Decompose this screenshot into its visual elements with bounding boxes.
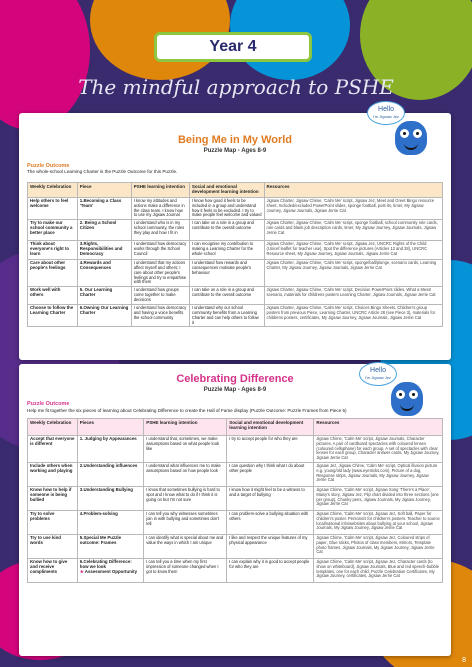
table-row	[28, 462, 443, 486]
table-cell: I can question why I think what I do about other people	[227, 462, 314, 486]
card-title: Being Me in My World	[177, 134, 293, 146]
table-cell: 6.Owning Our Learning Charter	[77, 305, 131, 327]
eye	[409, 390, 418, 399]
puzzle-table	[27, 418, 443, 583]
card-subtitle: Puzzle Map - Ages 8-9	[203, 148, 267, 154]
table-cell: 3.Understanding Bullying	[77, 486, 143, 510]
table-cell: 2.Understanding influences	[77, 462, 143, 486]
table-cell: Know how to help if someone is being bullied	[28, 486, 78, 510]
table-cell: Jigsaw Charter, Jigsaw Chime, 'Calm Me' script, Jigsaw Jez, UNCRC Rights of the Child (Unicef leaflet for teacher use), Spot the difference pictures (Articles 12 and 28), UNCRC Resource sheet, My Jigsaw Journey, Jigsaw Journals, Jigsaw Jerrie Cat	[264, 241, 442, 260]
table-cell: I like and respect the unique features of my physical appearance	[227, 534, 314, 558]
table-cell: I can recognise my contribution to making a Learning Charter for the whole school	[189, 241, 264, 260]
assessment-label: Assessment Opportunity	[84, 568, 138, 574]
table-cell: 1.Becoming a Class 'Team'	[77, 198, 131, 220]
tagline: The mindful approach to PSHE	[78, 75, 394, 99]
bubble-name: I'm Jigsaw Jez	[373, 114, 399, 119]
table-cell: Know how to give and receive compliments	[28, 558, 78, 582]
table-cell: Jigsaw Chime, 'Calm Me' script, Jigsaw Jez, Coloured strips of paper, Glue sticks, Photos of class members, Mirrors, Template photo frames, Jigsaw Journals, My Jigsaw Journey, Jigsaw Jerrie Cat	[314, 534, 443, 558]
column-header: Pieces	[77, 419, 143, 436]
puzzle-table	[27, 182, 443, 327]
monster-icon	[395, 121, 427, 155]
star-icon: ★	[79, 568, 84, 574]
mouth	[400, 404, 414, 411]
card-title: Celebrating Difference	[176, 373, 294, 385]
bubble-hello: Hello	[370, 367, 386, 374]
table-cell: 2. Being a School Citizen	[77, 220, 131, 241]
column-header: Social and emotional development learning intention	[189, 183, 264, 198]
table-cell: I understand how rewards and consequences motivate people's behaviour	[189, 260, 264, 287]
table-row	[28, 510, 443, 534]
table-cell: I can tell you why witnesses sometimes join in with bullying and sometimes don't tell	[144, 510, 227, 534]
table-cell: 4.Rewards and Consequences	[77, 260, 131, 287]
bg-shape	[0, 0, 90, 130]
table-cell: 1. Judging by Appearances	[77, 436, 143, 463]
table-row	[28, 305, 443, 327]
table-cell: I know how good it feels to be included in a group and understand how it feels to be excluded. I try to make people feel welcome and valued	[189, 198, 264, 220]
table-row	[28, 220, 443, 241]
column-header: Weekly Celebration	[28, 183, 78, 198]
table-row	[28, 287, 443, 305]
table-cell	[77, 558, 143, 582]
table-row	[28, 436, 443, 463]
table-cell: 5. Our Learning Charter	[77, 287, 131, 305]
table-cell: I can take on a role in a group and contribute to the overall outcome	[189, 287, 264, 305]
puzzle-map-being-me	[19, 106, 451, 360]
table-cell: Try to make our school community a better place	[28, 220, 78, 241]
column-header: Piece	[77, 183, 131, 198]
bubble-name: I'm Jigsaw Jez	[365, 375, 391, 380]
table-cell: 3.Rights, Responsibilities and Democracy	[77, 241, 131, 260]
puzzle-map-celebrating-difference	[19, 364, 451, 656]
monster-icon	[391, 382, 423, 416]
column-header: Resources	[314, 419, 443, 436]
table-cell: Try to use kind words	[28, 534, 78, 558]
table-cell: Jigsaw Jez, Jigsaw Chime, 'Calm Me' script, Optical illusion picture e.g. young/old lady (www.eyetricks.com), Picture of a dog, Response strips, Jigsaw Journals, My Jigsaw Journey, Jigsaw Jerrie Cat	[314, 462, 443, 486]
page-number: 8	[462, 657, 466, 664]
table-cell: I know that sometimes bullying is hard to spot and I know what to do if I think it is going on but I'm not sure	[144, 486, 227, 510]
outcome-text: Help me fit together the six pieces of learning about Celebrating Difference to create the Hall of Fame display (Puzzle Outcome: Puzzle Frames from Piece 5)	[27, 408, 347, 413]
table-cell: Jigsaw Chime, 'Calm Me' script, Jigsaw Jez, Soft ball, Paper for children's poster. Persons/s for children's posters. Teacher to source local/national info/websites about bullying at your school, Jigsaw Journals, My Jigsaw Journey, Jigsaw Jerrie Cat	[314, 510, 443, 534]
table-row	[28, 486, 443, 510]
table-row	[28, 260, 443, 287]
table-cell: Choose to follow the Learning Charter	[28, 305, 78, 327]
table-row	[28, 241, 443, 260]
table-cell: Help others to feel welcome	[28, 198, 78, 220]
table-cell: Jigsaw Charter, Jigsaw Chime, 'Calm Me' script, Jigsaw Jez, Meet and Greet Bingo resource sheet, Included/excluded PowerPoint slides, sponge football, post-its, timer, My Jigsaw Journey, Jigsaw Journals, Jigsaw Jerrie Cat	[264, 198, 442, 220]
table-cell: Accept that everyone is different	[28, 436, 78, 463]
mouth	[404, 143, 418, 150]
table-row	[28, 534, 443, 558]
table-cell: Jigsaw Charter, Jigsaw Chime, 'Calm Me' script, Decision PowerPoint slides, What a Mess! scenario, materials for childrens posters Learning Charter, Jigsaw Journals, Jigsaw Jerrie Cat	[264, 287, 442, 305]
outcome-heading: Puzzle Outcome	[27, 163, 70, 169]
table-cell: 4.Problem-solving	[77, 510, 143, 534]
lesson-title: 6.Celebrating Difference: how we look	[79, 558, 132, 569]
table-cell: I can problem-solve a bullying situation with others	[227, 510, 314, 534]
mascot-jigsaw-jez	[361, 101, 439, 181]
outcome-text: The whole-school Learning Charter is the Puzzle Outcome for this Puzzle.	[27, 169, 178, 174]
table-cell: 5.Special Me Puzzle outcome: Frames	[77, 534, 143, 558]
table-cell: I can explain why it is good to accept people for who they are	[227, 558, 314, 582]
column-header: Social and emotional development learning intention	[227, 419, 314, 436]
table-cell: I understand that my actions affect myself and others; I care about other people's feelings and try to empathise with them	[131, 260, 189, 287]
table-row	[28, 198, 443, 220]
table-cell: Jigsaw Chime, 'Calm Me' script, Jigsaw Jez, Character cards (to show on whiteboard), Jigsaw Journals, Blue and red speech-bubble templates, one for each child, Puzzle Celebration Certificates, My Jigsaw Journey, certificates, Jigsaw Jerrie Cat	[314, 558, 443, 582]
table-row	[28, 558, 443, 582]
table-cell: I know my attitudes and actions make a difference in the class team. I know how to use my Jigsaw Journal	[131, 198, 189, 220]
table-cell: I understand how democracy and having a voice benefits the school community	[131, 305, 189, 327]
column-header: PSHE learning intention	[131, 183, 189, 198]
eye	[396, 390, 405, 399]
table-cell: I understand how groups come together to make decisions	[131, 287, 189, 305]
table-cell: I try to accept people for who they are	[227, 436, 314, 463]
table-cell: Jigsaw Charter, Jigsaw Chime, 'Calm Me' script, sponge/ball/plunge, scenario cards, Learning Charter, My Jigsaw Journey, Jigsaw Journals, Jigsaw Jerrie Cat	[264, 260, 442, 287]
column-header: Weekly Celebration	[28, 419, 78, 436]
year-title: Year 4	[154, 32, 312, 62]
outcome-heading: Puzzle Outcome	[27, 401, 70, 407]
table-cell: I understand that, sometimes, we make assumptions based on what people look like	[144, 436, 227, 463]
table-cell: Jigsaw Charter, Jigsaw Chime, 'Calm Me' script, Choices Bingo Sheets, Children's group posters from previous Piece, Learning Charter, UNCRC Article 28 (see Piece 3), materials for childrens posters, certificates, My Jigsaw Journey, Jigsaw Journals, Jigsaw Jerrie Cat	[264, 305, 442, 327]
speech-bubble	[359, 362, 397, 386]
table-cell: I understand who is in my school community, the roles they play and how I fit in	[131, 220, 189, 241]
speech-bubble	[367, 101, 405, 125]
table-cell: I can take on a role in a group and contribute to the overall outcome	[189, 220, 264, 241]
table-cell: I can tell you a time when my first impression of someone changed when I got to know them	[144, 558, 227, 582]
table-cell: Try to solve problems	[28, 510, 78, 534]
card-subtitle: Puzzle Map - Ages 8-9	[203, 387, 267, 393]
table-cell: Jigsaw Charter, Jigsaw Chime, 'Calm Me' script, sponge football, school community role cards, role cards and blank job description cards, timer, My Jigsaw Journey, Jigsaw Journals, Jigsaw Jerrie Cat	[264, 220, 442, 241]
table-cell: Think about everyone's right to learn	[28, 241, 78, 260]
table-cell: I know how it might feel to be a witness to and a target of bullying	[227, 486, 314, 510]
column-header: Resources	[264, 183, 442, 198]
table-cell: I understand how democracy works through the School Council	[131, 241, 189, 260]
table-cell: Jigsaw Chime, 'Calm Me' script, Jigsaw Song 'There's a Place', Maisy's story, Jigsaw Jez, Flip chart divided into three sections (one per group), Chunky pens, Jigsaw Journals, My Jigsaw Journey, Jigsaw Jerrie Cat	[314, 486, 443, 510]
column-header: PSHE learning intention	[144, 419, 227, 436]
table-cell: I can identify what is special about me and value the ways in which I am unique	[144, 534, 227, 558]
eye	[400, 129, 409, 138]
table-cell: I understand what influences me to make assumptions based on how people look	[144, 462, 227, 486]
table-cell: Care about other people's feelings	[28, 260, 78, 287]
table-cell: Work well with others	[28, 287, 78, 305]
table-cell: I understand why our school community benefits from a Learning Charter and can help others to follow it	[189, 305, 264, 327]
bubble-hello: Hello	[378, 106, 394, 113]
table-cell: Include others when working and playing	[28, 462, 78, 486]
eye	[413, 129, 422, 138]
table-cell: Jigsaw Chime, 'Calm Me' script, Jigsaw Journals, Character pictures, A pair of cardboard spectacles with coloured lenses (coloured cellophane) for each group, A set of spectacles with clear lenses for each group, Character answer cards, My Jigsaw Journey, Jigsaw Jerrie Cat	[314, 436, 443, 463]
